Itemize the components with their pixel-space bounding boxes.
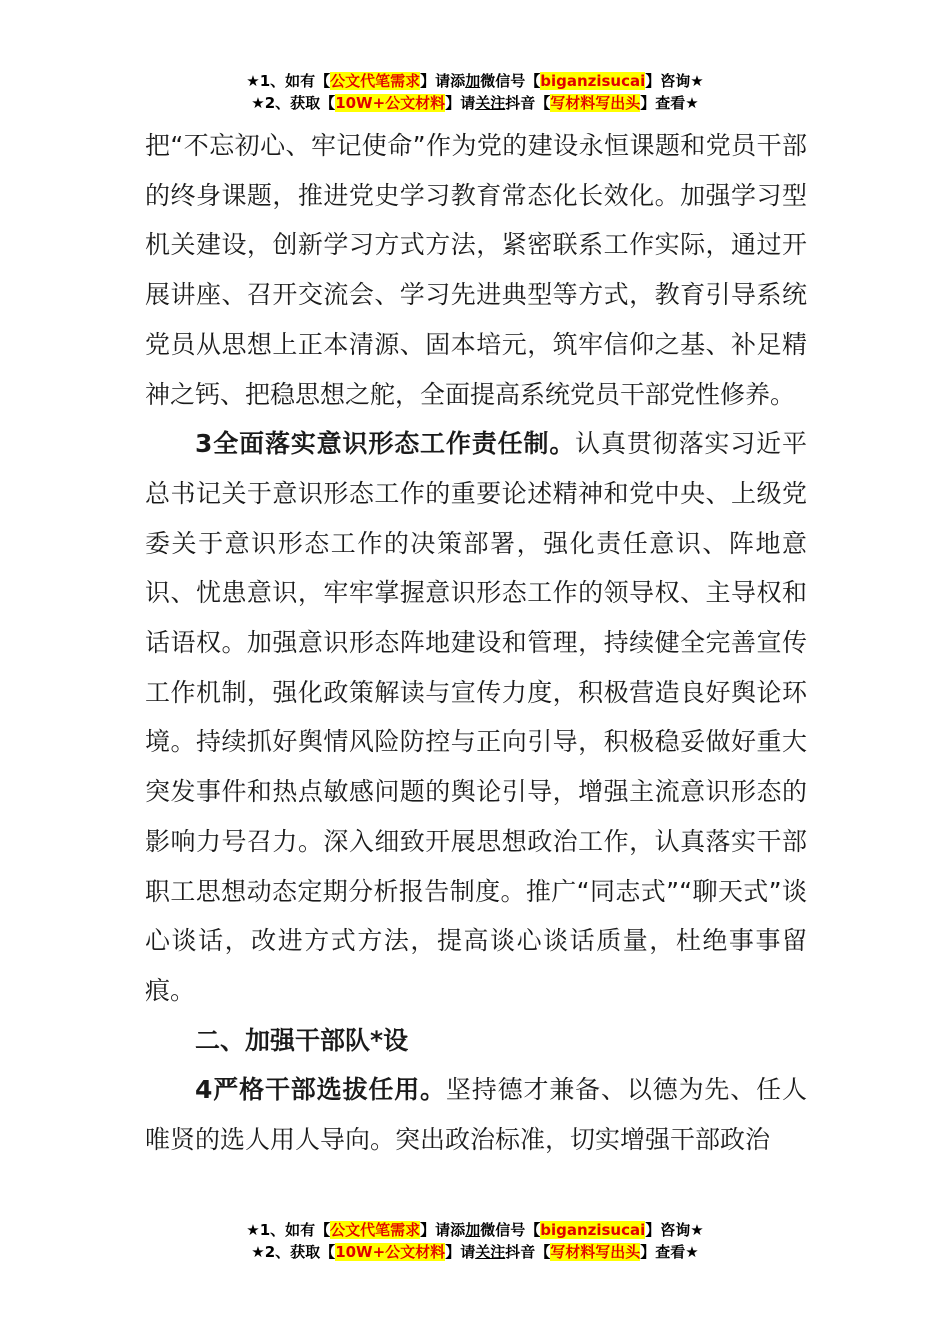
paragraph-2 <box>145 419 807 1015</box>
highlight-service: 公文代笔需求 <box>330 72 421 90</box>
highlight-wechat-id: biganzisucai <box>540 72 646 90</box>
footer-line-2: ★2、获取【10W+公文材料】请关注抖音【写材料写出头】查看★ <box>251 1243 699 1261</box>
paragraph-2-lead: 3全面落实意识形态工作责任制。 <box>195 429 576 459</box>
footer-banner <box>0 1219 950 1263</box>
banner-line-1: ★1、如有【公文代笔需求】请添加微信号【biganzisucai】咨询★ <box>246 72 704 90</box>
paragraph-2-body: 认真贯彻落实习近平总书记关于意识形态工作的重要论述精神和党中央、上级党委关于意识形态工作的决策部署，强化责任意识、阵地意识、忧患意识，牢牢掌握意识形态工作的领导权、主导权和话语权。加强意识形态阵地建设和管理，持续健全完善宣传工作机制，强化政策解读与宣传力度，积极营造良好舆论环境。持续抓好舆情风险防控与正向引导，积极稳妥做好重大突发事件和热点敏感问题的舆论引导，增强主流意识形态的影响力号召力。深入细致开展思想政治工作，认真落实干部职工思想动态定期分析报告制度。推广“同志式”“聊天式”谈心谈话，改进方式方法，提高谈心谈话质量，杜绝事事留痕。 <box>145 429 807 1005</box>
header-banner <box>0 70 950 114</box>
paragraph-3-body: 坚持德才兼备、以德为先、任人唯贤的选人用人导向。突出政治标准，切实增强干部政治 <box>145 1075 807 1155</box>
paragraph-1: 把“不忘初心、牢记使命”作为党的建设永恒课题和党员干部的终身课题，推进党史学习教育常态化长效化。加强学习型机关建设，创新学习方式方法，紧密联系工作实际，通过开展讲座、召开交流会、学习先进典型等方式，教育引导系统党员从思想上正本清源、固本培元，筑牢信仰之基、补足精神之钙、把稳思想之舵，全面提高系统党员干部党性修养。 <box>145 131 807 409</box>
footer-line-1: ★1、如有【公文代笔需求】请添加微信号【biganzisucai】咨询★ <box>246 1221 704 1239</box>
highlight-douyin: 写材料写出头 <box>550 94 641 112</box>
document-body <box>145 121 807 1165</box>
section-heading-2: 二、加强干部队*设 <box>195 1025 409 1055</box>
paragraph-3 <box>145 1065 807 1164</box>
paragraph-3-lead: 4严格干部选拔任用。 <box>195 1075 446 1105</box>
banner-line-2: ★2、获取【10W+公文材料】请关注抖音【写材料写出头】查看★ <box>251 94 699 112</box>
highlight-materials: 10W+公文材料 <box>335 94 446 112</box>
